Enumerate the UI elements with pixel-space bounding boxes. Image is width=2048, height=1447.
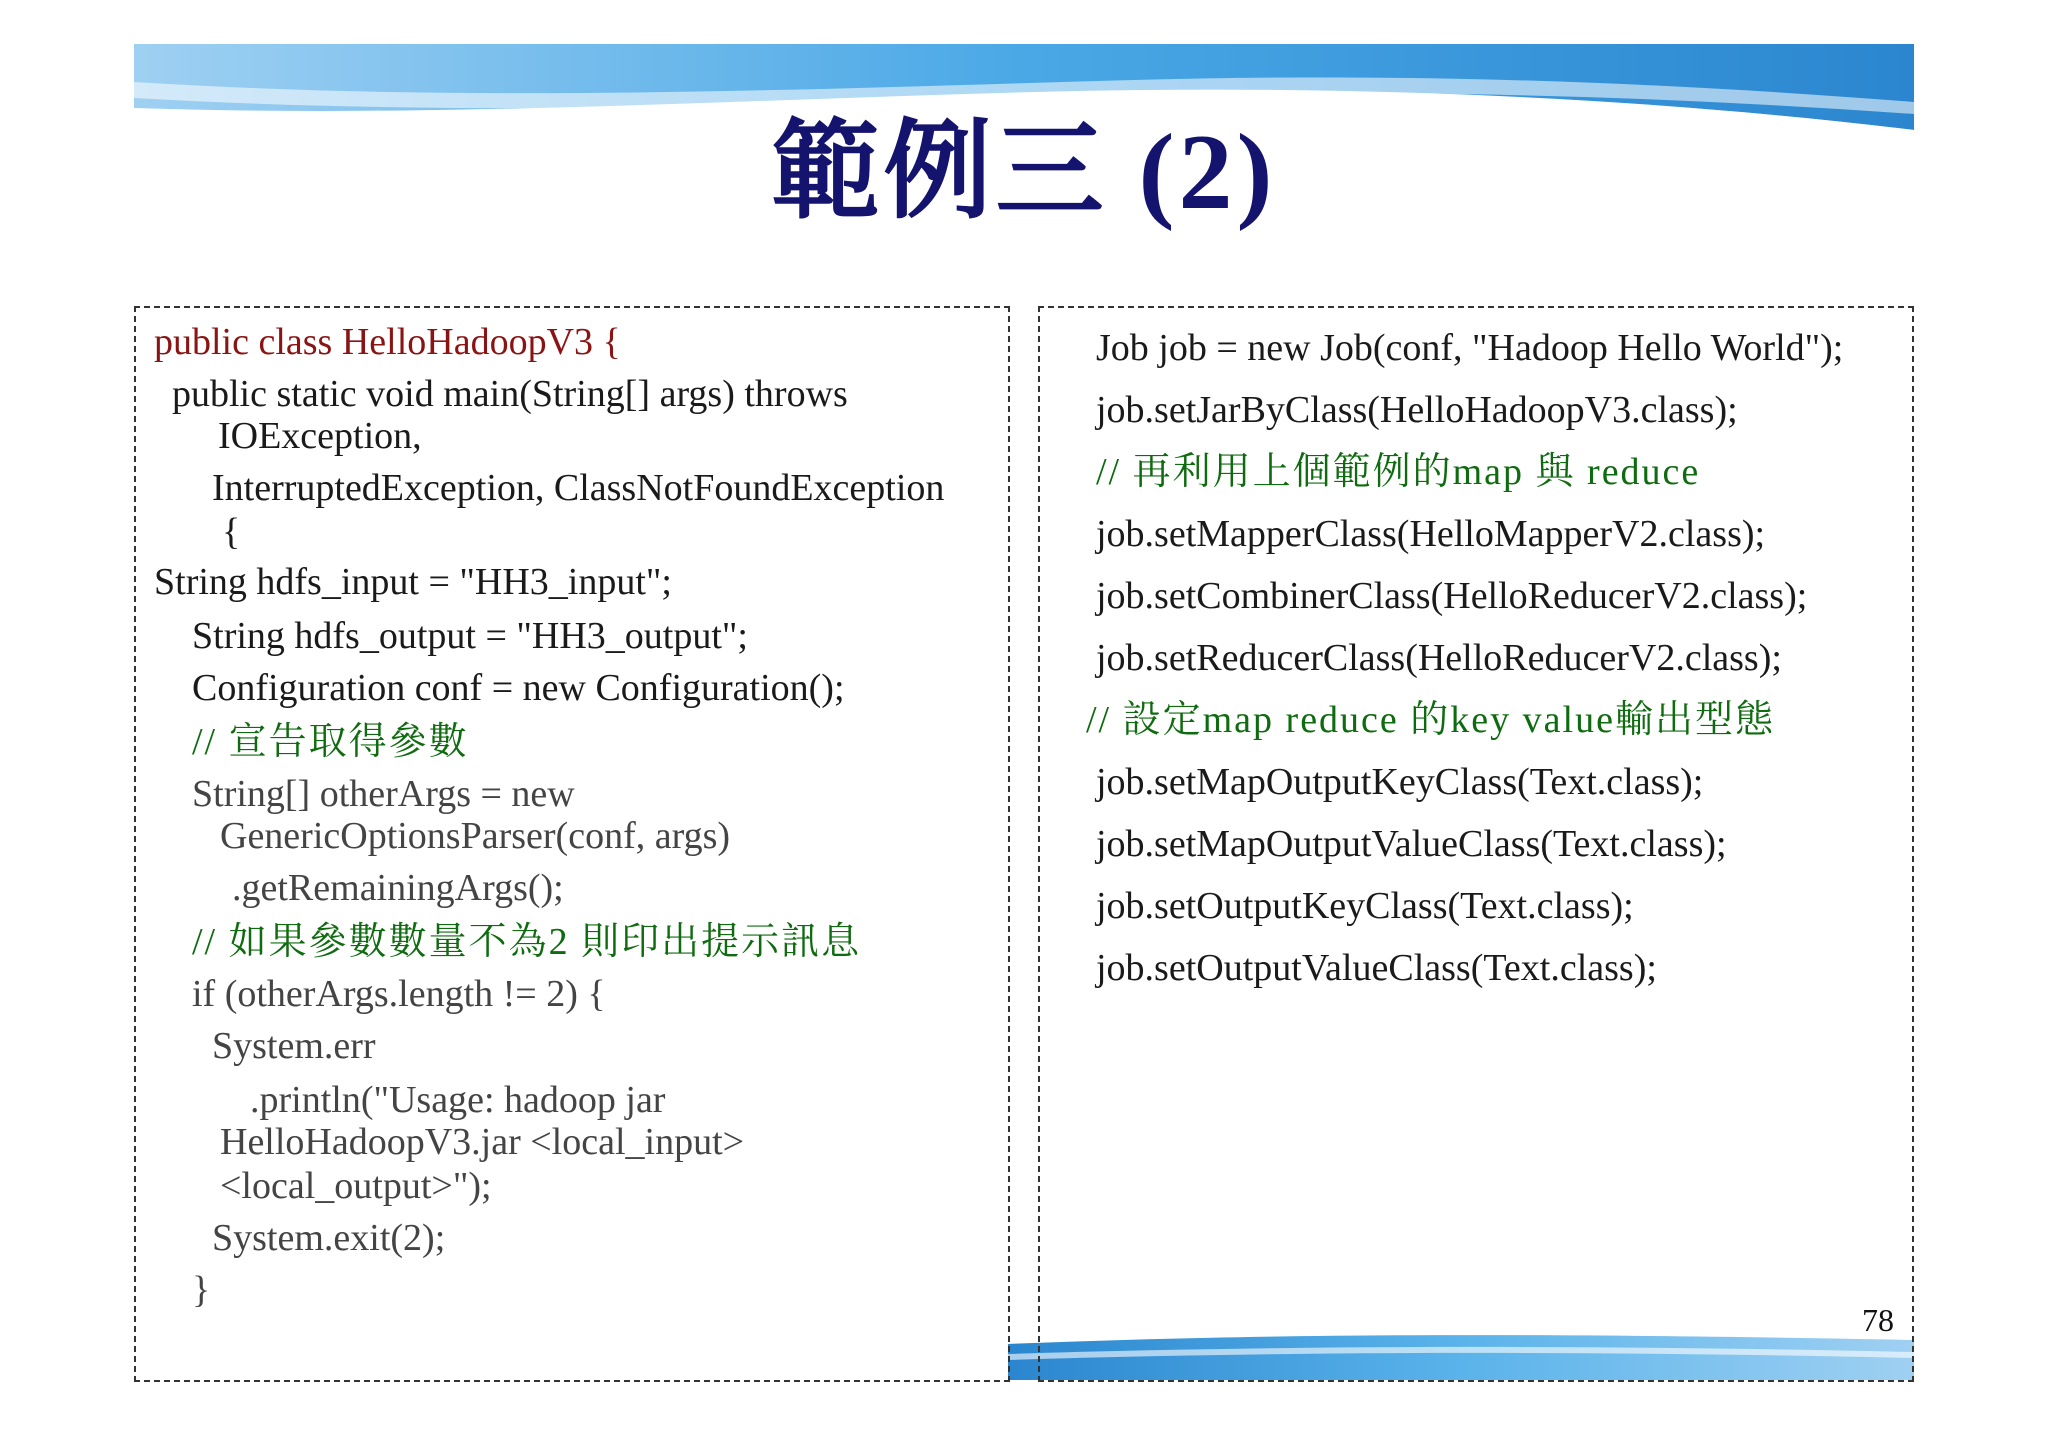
code-line: job.setJarByClass(HelloHadoopV3.class); <box>1096 389 1738 431</box>
code-line: job.setOutputValueClass(Text.class); <box>1096 947 1657 989</box>
code-line: Job job = new Job(conf, "Hadoop Hello World"); <box>1096 327 1844 369</box>
code-line: } <box>192 1269 211 1311</box>
code-line: { <box>222 511 241 553</box>
code-line: job.setMapOutputValueClass(Text.class); <box>1096 823 1727 865</box>
code-line: public static void main(String[] args) throws <box>172 373 848 415</box>
code-line: if (otherArgs.length != 2) { <box>192 973 606 1015</box>
code-line: Configuration conf = new Configuration(); <box>192 667 845 709</box>
code-line: job.setMapOutputKeyClass(Text.class); <box>1096 761 1704 803</box>
code-line: String[] otherArgs = new <box>192 773 575 815</box>
code-line: GenericOptionsParser(conf, args) <box>220 815 731 857</box>
code-line: job.setReducerClass(HelloReducerV2.class); <box>1096 637 1782 679</box>
code-line: InterruptedException, ClassNotFoundException <box>212 467 945 509</box>
code-line: job.setMapperClass(HelloMapperV2.class); <box>1096 513 1766 555</box>
code-comment: // 設定map reduce 的key value輸出型態 <box>1086 699 1775 741</box>
code-line: job.setCombinerClass(HelloReducerV2.class); <box>1096 575 1808 617</box>
code-line: System.err <box>212 1025 376 1067</box>
code-line: HelloHadoopV3.jar <local_input> <box>220 1121 745 1163</box>
code-line: public class HelloHadoopV3 { <box>154 321 621 363</box>
code-line: <local_output>"); <box>220 1165 492 1207</box>
code-line: IOException, <box>218 415 422 457</box>
code-line: String hdfs_output = "HH3_output"; <box>192 615 748 657</box>
code-comment: // 再利用上個範例的map 與 reduce <box>1096 451 1701 493</box>
code-line: job.setOutputKeyClass(Text.class); <box>1096 885 1634 927</box>
code-comment: // 宣告取得參數 <box>192 721 469 763</box>
code-line: System.exit(2); <box>212 1217 446 1259</box>
slide-title: 範例三 (2) <box>771 113 1277 232</box>
page-number: 78 <box>1862 1302 1894 1338</box>
code-line: String hdfs_input = "HH3_input"; <box>154 561 672 603</box>
code-line: .getRemainingArgs(); <box>232 867 564 909</box>
code-comment: // 如果參數數量不為2 則印出提示訊息 <box>192 921 862 963</box>
code-line: .println("Usage: hadoop jar <box>250 1079 666 1121</box>
